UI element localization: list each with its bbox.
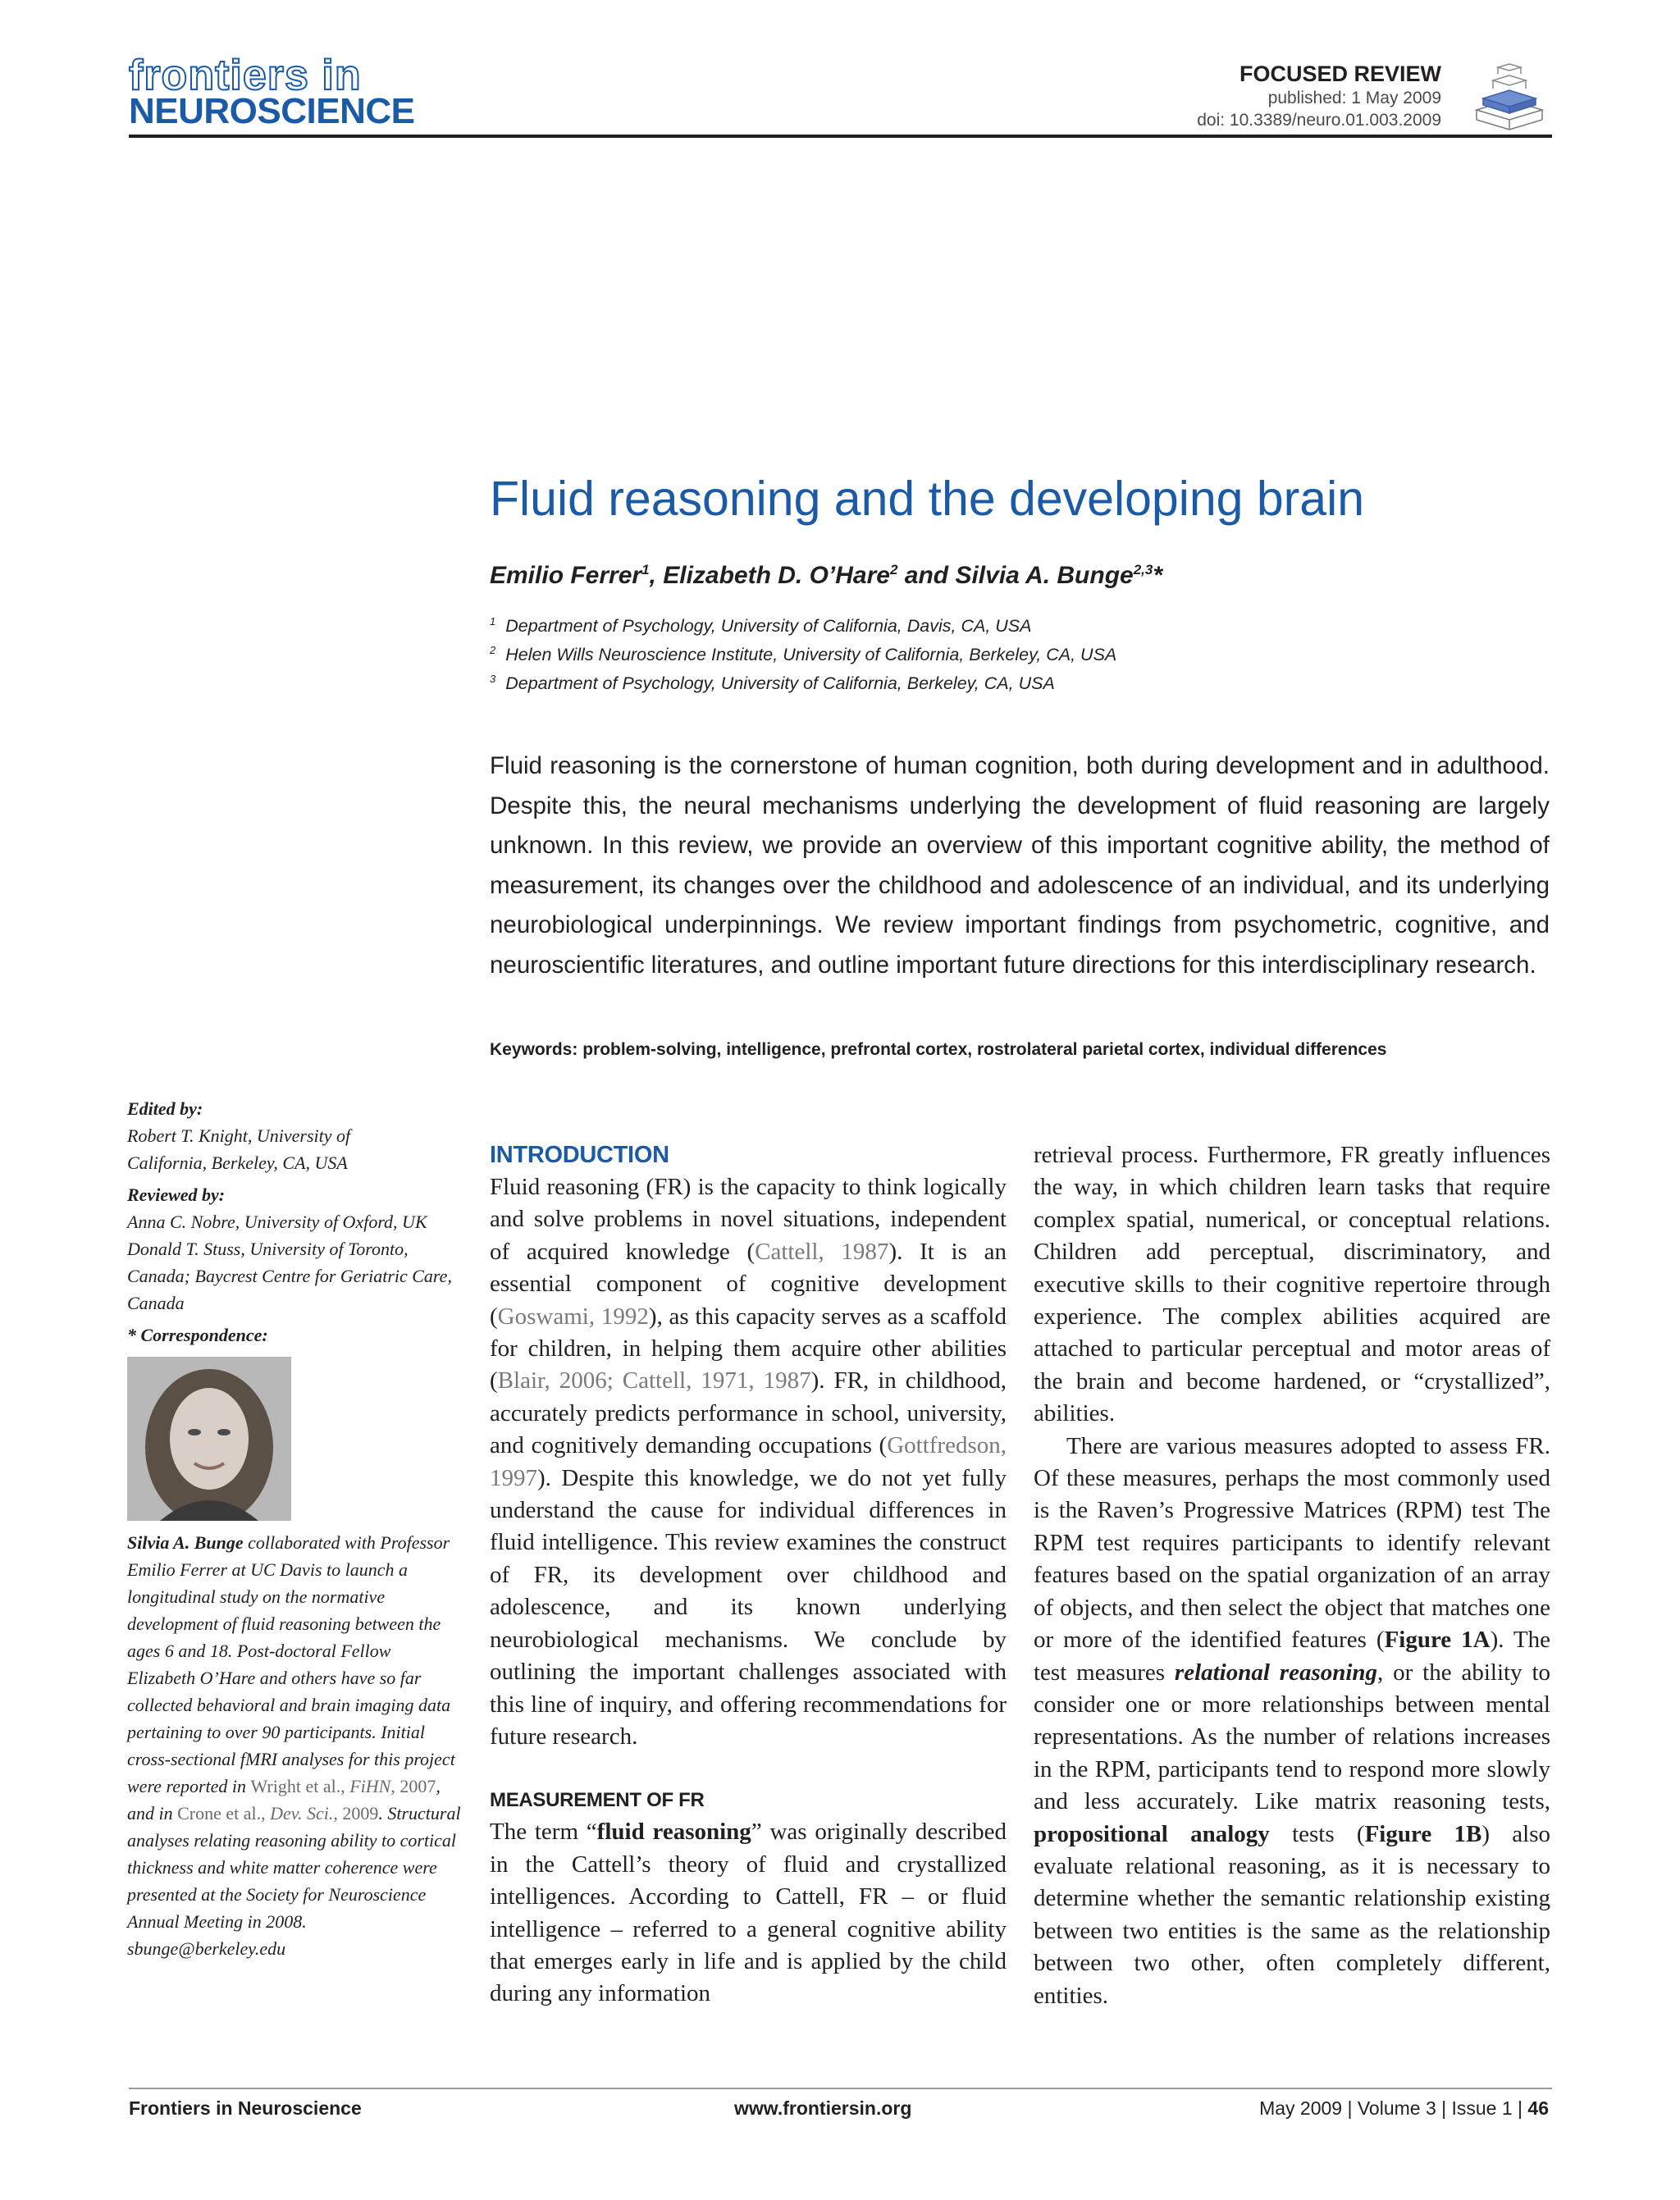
footer-issue [1259, 2097, 1549, 2120]
editor: Robert T. Knight, University of California, Berkeley, CA, USA [127, 1125, 351, 1173]
focused-review-icon [1468, 56, 1550, 138]
journal-logo-neuroscience: NEUROSCIENCE [129, 91, 415, 131]
reviewed-by-label: Reviewed by: [127, 1184, 226, 1205]
figure-reference[interactable]: Figure 1A [1384, 1627, 1491, 1654]
text: ” was originally described in the Cattell’s theory of fluid and crystallized intelligences. According to Cattell, FR – or fluid intelligence – referred to a general cognitive ability that emerges early in life and is applied by the child during any information [490, 1819, 1007, 2007]
affiliation [490, 615, 1032, 637]
bold-term: fluid reasoning [596, 1819, 751, 1846]
subsection-heading: MEASUREMENT OF FR [490, 1789, 705, 1812]
text: , or the ability to consider one or more relationships between mental representations. As the number of relations increases in the RPM, participants tend to respond more slowly and less accurately. Like matrix reasoning tests, [1034, 1659, 1550, 1815]
citation-link[interactable]: FiHN [349, 1776, 391, 1796]
bold-term: propositional analogy [1034, 1820, 1270, 1847]
text: ), as this capacity serves as a scaffold for children, in helping them acquire other abilities ( [490, 1303, 1007, 1394]
author-separator: , [649, 562, 664, 589]
author-name: Emilio Ferrer [490, 562, 642, 589]
article-meta [1197, 62, 1441, 131]
affiliation-text: Department of Psychology, University of California, Berkeley, CA, USA [505, 673, 1055, 694]
affiliation-text: Department of Psychology, University of California, Davis, CA, USA [505, 616, 1032, 637]
affiliation-number: 1 [490, 615, 496, 628]
correspondence-label: * Correspondence: [127, 1325, 268, 1345]
paragraph [490, 1816, 1007, 2010]
section-heading: INTRODUCTION [490, 1142, 669, 1168]
text: The term “ [490, 1819, 597, 1846]
corresponding-mark: * [1153, 562, 1163, 589]
citation-link[interactable]: Cattell, 1987 [755, 1238, 889, 1265]
journal-logo-frontiers: frontiers in [129, 52, 362, 99]
paragraph [1034, 1431, 1550, 2012]
affiliation [490, 644, 1116, 665]
doi: doi: 10.3389/neuro.01.003.2009 [1197, 110, 1441, 130]
affiliation [490, 673, 1055, 694]
affiliation-number: 2 [490, 644, 496, 656]
body-column-right [1034, 1139, 1550, 2012]
keywords-list: problem-solving, intelligence, prefrontal cortex, rostrolateral parietal cortex, individual differences [578, 1040, 1387, 1059]
email[interactable]: sbunge@berkeley.edu [127, 1938, 286, 1959]
bio-text: , and in [127, 1776, 441, 1823]
bold-italic-term: relational reasoning [1174, 1659, 1378, 1686]
citation-link[interactable]: Goswami, 1992 [497, 1303, 649, 1330]
author-affiliation-number: 2 [889, 562, 898, 577]
text: ). The test measures [1034, 1627, 1550, 1686]
citation-link[interactable]: Dev. Sci. [270, 1803, 334, 1823]
paragraph: retrieval process. Furthermore, FR greatly influences the way, in which children learn tasks that require complex spatial, numerical, or conceptual relations. Children add perceptual, discriminatory, and executive skills to their cognitive repertoire through experience. The complex abilities acquired are attached to particular perceptual and motor areas of the brain and become hardened, or “crystallized”, abilities. [1034, 1142, 1550, 1427]
text: ). Despite this knowledge, we do not yet fully understand the cause for individual differences in fluid intelligence. This review examines the construct of FR, its development over childhood and adolescence, and its known underlying neurobiological mechanisms. We conclude by outlining the important challenges associated with this line of inquiry, and offering recommendations for future research. [490, 1464, 1007, 1750]
abstract: Fluid reasoning is the cornerstone of human cognition, both during development and in adulthood. Despite this, the neural mechanisms underlying the development of fluid reasoning are largely unknown. In this review, we provide an overview of this important cognitive ability, the method of measurement, its changes over the childhood and adolescence of an individual, and its underlying neurobiological underpinnings. We review important findings from psychometric, cognitive, and neuroscientific literatures, and outline important future directions for this interdisciplinary research. [490, 752, 1550, 979]
reviewer: Donald T. Stuss, University of Toronto, Canada; Baycrest Centre for Geriatric Care, Canada [127, 1239, 452, 1313]
author-bio [127, 1529, 463, 1935]
author-name: Silvia A. Bunge [955, 562, 1134, 589]
citation-link[interactable]: , 2009 [333, 1803, 379, 1823]
article-title: Fluid reasoning and the developing brain [490, 472, 1365, 526]
header-rule [129, 135, 1552, 138]
bio-name: Silvia A. Bunge [127, 1532, 244, 1553]
affiliation-text: Helen Wills Neuroscience Institute, University of California, Berkeley, CA, USA [505, 645, 1117, 665]
author-photo [127, 1357, 291, 1521]
edited-by-label: Edited by: [127, 1098, 203, 1119]
text: There are various measures adopted to assess FR. Of these measures, perhaps the most commonly used is the Raven’s Progressive Matrices (RPM) test The RPM test requires participants to identify relevant features based on the spatial organization of an array of objects, and then select the object that matches one or more of the identified features ( [1034, 1432, 1550, 1654]
body-column-left [490, 1139, 1007, 2011]
footer-journal: Frontiers in Neuroscience [129, 2097, 362, 2119]
keywords [490, 1040, 1386, 1060]
text: ). It is an essential component of cognitive development ( [490, 1238, 1007, 1330]
citation-link[interactable]: Wright et al., [250, 1776, 350, 1796]
citation-link[interactable]: Crone et al., [177, 1803, 271, 1823]
author-affiliation-number: 2,3 [1133, 562, 1153, 577]
page-number: 46 [1527, 2097, 1549, 2119]
citation-link[interactable]: Blair, 2006; Cattell, 1971, 1987 [497, 1367, 811, 1394]
text: Fluid reasoning (FR) is the capacity to think logically and solve problems in novel situations, independent of acquired knowledge ( [490, 1174, 1007, 1265]
author-portrait-image [127, 1357, 291, 1521]
bio-text: . Structural analyses relating reasoning ability to cortical thickness and white matter coherence were presented at the Society for Neuroscience Annual Meeting in 2008. [127, 1803, 461, 1932]
author-name: Elizabeth D. O’Hare [663, 562, 890, 589]
text: ) also evaluate relational reasoning, as it is necessary to determine whether the semantic relationship existing between two entities is the same as the relationship between two other, often completely different, entities. [1034, 1820, 1550, 2009]
paragraph [490, 1171, 1007, 1753]
footer-url[interactable]: www.frontiersin.org [734, 2097, 912, 2119]
author-separator: and [897, 562, 956, 589]
figure-reference[interactable]: Figure 1B [1364, 1820, 1482, 1847]
citation-link[interactable]: Gottfredson, 1997 [490, 1432, 1007, 1491]
article-type: FOCUSED REVIEW [1239, 62, 1441, 86]
text: tests ( [1269, 1820, 1365, 1847]
sidebar [127, 1095, 463, 1962]
footer-rule [129, 2088, 1552, 2089]
text: ). FR, in childhood, accurately predicts performance in school, university, and cognitively demanding occupations ( [490, 1367, 1007, 1459]
affiliation-number: 3 [490, 673, 496, 685]
published-date: published: 1 May 2009 [1267, 88, 1441, 107]
issue-info: May 2009 | Volume 3 | Issue 1 | [1259, 2097, 1528, 2119]
keywords-label: Keywords: [490, 1040, 578, 1059]
reviewer: Anna C. Nobre, University of Oxford, UK [127, 1212, 427, 1232]
bio-text: collaborated with Professor Emilio Ferrer at UC Davis to launch a longitudinal study on the normative development of fluid reasoning between the ages 6 and 18. Post-doctoral Fellow Elizabeth O’Hare and others have so far collected behavioral and brain imaging data pertaining to over 90 participants. Initial cross-sectional fMRI analyses for this project were reported in [127, 1532, 455, 1796]
citation-link[interactable]: , 2007 [390, 1776, 436, 1796]
author-list [490, 562, 1162, 590]
author-affiliation-number: 1 [641, 562, 650, 577]
